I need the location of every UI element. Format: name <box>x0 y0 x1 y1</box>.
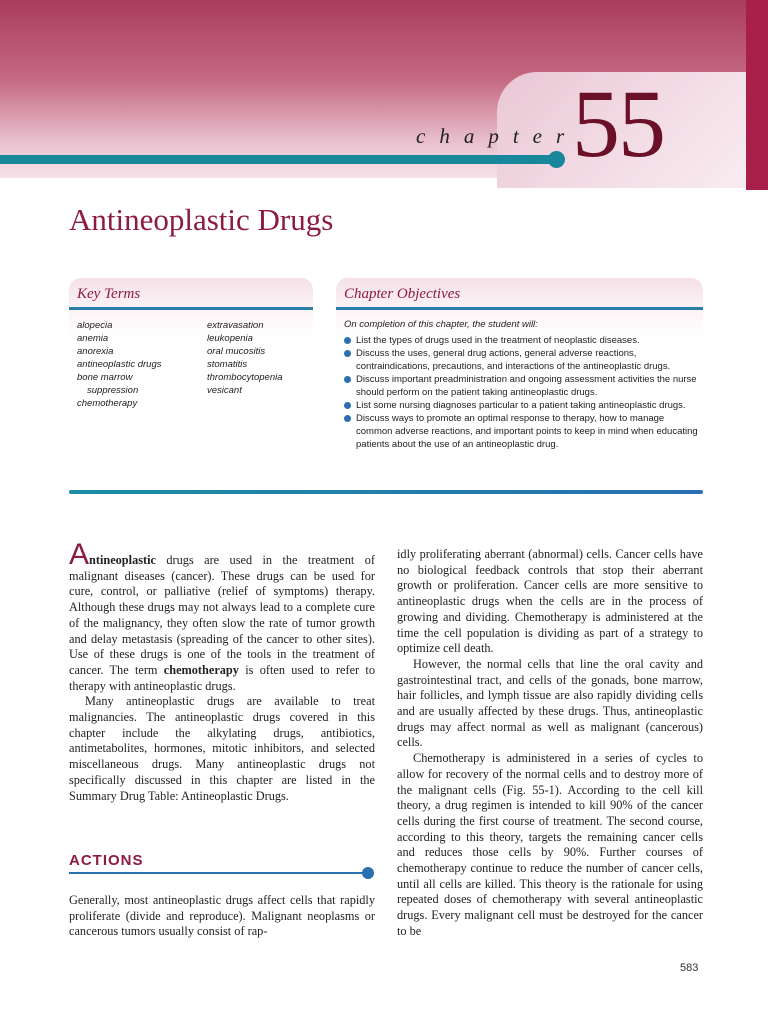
body-paragraph: However, the normal cells that line the oral cavity and gastrointestinal tract, and cells of the gonads, bone marrow, hair follicles, and lymph tissue are also rapidly dividing cells and are usually affected by these drugs. Thus, antineoplastic drugs may affect normal as well as malignant (cancerous) cells. <box>397 656 703 750</box>
actions-rule-dot <box>362 867 374 879</box>
actions-heading: ACTIONS <box>69 852 144 869</box>
chemotherapy-term: chemotherapy <box>163 662 239 677</box>
drop-cap: A <box>69 538 90 571</box>
banner-edge-strip <box>746 0 768 190</box>
bullet-icon <box>344 402 351 409</box>
objective-item: Discuss the uses, general drug actions, general adverse reactions, contraindications, precautions, and interactions of the antineoplastic drugs. <box>344 347 699 373</box>
key-term: extravasation <box>207 320 264 331</box>
intro-term: ntineoplastic <box>89 553 156 567</box>
key-terms-column-1 <box>77 319 162 410</box>
objectives-intro: On completion of this chapter, the student will: <box>344 319 538 330</box>
bullet-icon <box>344 415 351 422</box>
chapter-label: chapter <box>416 124 579 148</box>
key-term: stomatitis <box>207 359 248 370</box>
objectives-rule <box>336 307 703 310</box>
key-term: chemotherapy <box>77 398 138 409</box>
objective-item: List some nursing diagnoses particular to a patient taking antineoplastic drugs. <box>344 399 699 412</box>
page-number: 583 <box>680 962 699 974</box>
chapter-objectives-panel <box>336 278 703 470</box>
key-terms-panel <box>69 278 313 470</box>
key-term: leukopenia <box>207 333 253 344</box>
chapter-number: 55 <box>572 70 664 177</box>
key-terms-column-2 <box>207 319 283 397</box>
key-term: vesicant <box>207 385 242 396</box>
bullet-icon <box>344 337 351 344</box>
body-paragraph: Chemotherapy is administered in a series of cycles to allow for recovery of the normal cells and to destroy more of the malignant cells (Fig. 55-1). According to the cell kill theory, a drug regimen is intended to kill 90% of the cancer cells during the first course of treatment. The second course, according to this theory, targets the remaining cancer cells and reduces those cells by 90%. Further courses of chemotherapy continue to reduce the number of cancer cells, until all cells are killed. This theory is the rationale for using repeated doses of chemotherapy with several antineoplastic drugs. Every malignant cell must be destroyed for the cancer to be <box>397 751 703 938</box>
key-term: anemia <box>77 333 109 344</box>
key-term: bone marrow <box>77 372 133 383</box>
key-term: anorexia <box>77 346 114 357</box>
body-paragraph: idly proliferating aberrant (abnormal) cells. Cancer cells have no biological feedback controls that stop their aberrant growth or proliferation. Cancer cells are more sensitive to antineoplastic drugs when the cells are in the process of growing and dividing. Chemotherapy is administered at the time the cell population is dividing as part of a strategy to optimize cell death. <box>397 547 703 656</box>
chapter-rule-dot <box>548 151 565 168</box>
body-column-right <box>397 547 703 940</box>
key-terms-rule <box>69 307 313 310</box>
body-paragraph: Many antineoplastic drugs are available to treat malignancies. The antineoplastic drugs covered in this chapter include the alkylating drugs, antibiotics, antimetabolites, hormones, mitotic inhibitors, and selected miscellaneous drugs. Many antineoplastic drugs not specifically discussed in this chapter are listed in the Summary Drug Table: Antineoplastic Drugs. <box>69 694 375 803</box>
body-column-left <box>69 538 375 804</box>
page-title: Antineoplastic Drugs <box>69 202 334 237</box>
actions-paragraph: Generally, most antineoplastic drugs affect cells that rapidly proliferate (divide and reproduce). Malignant neoplasms or cancerous tumors usually consist of rap- <box>69 893 375 939</box>
key-terms-heading: Key Terms <box>77 286 141 302</box>
key-term: thrombocytopenia <box>207 372 283 383</box>
bullet-icon <box>344 350 351 357</box>
section-divider <box>69 490 703 494</box>
intro-paragraph: Antineoplastic drugs are used in the treatment of malignant diseases (cancer). These drugs can be used for cure, control, or palliative (relief of symptoms) therapy. Although these drugs may not always lead to a complete cure of the malignancy, they often slow the rate of tumor growth and delay metastasis (spreading of the cancer to other sites). Use of these drugs is one of the tools in the treatment of cancer. The term chemotherapy is often used to refer to therapy with antineoplastic drugs. <box>69 538 375 693</box>
objectives-list <box>344 334 699 451</box>
objective-item: List the types of drugs used in the treatment of neoplastic diseases. <box>344 334 699 347</box>
objectives-heading: Chapter Objectives <box>344 286 461 302</box>
objective-item: Discuss ways to promote an optimal response to therapy, how to manage common adverse reactions, and important points to keep in mind when educating patients about the use of an antineoplastic drug. <box>344 412 699 451</box>
actions-paragraph-container <box>69 893 375 940</box>
key-term: suppression <box>87 385 139 396</box>
key-term: oral mucositis <box>207 346 266 357</box>
key-term: alopecia <box>77 320 113 331</box>
actions-rule <box>69 872 368 874</box>
chapter-rule <box>0 155 556 164</box>
key-term: antineoplastic drugs <box>77 359 162 370</box>
bullet-icon <box>344 376 351 383</box>
objective-item: Discuss important preadministration and ongoing assessment activities the nurse should perform on the patient taking antineoplastic drugs. <box>344 373 699 399</box>
